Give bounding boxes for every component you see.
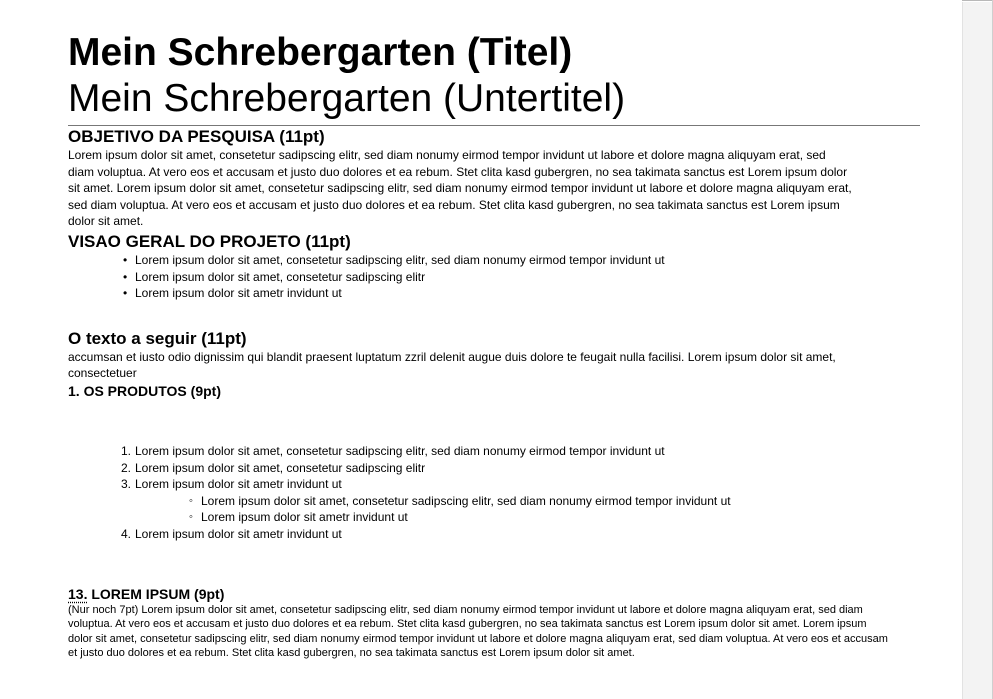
list-item-text: Lorem ipsum dolor sit amet, consetetur sadipscing elitr, sed diam nonumy eirmod tempor invidunt ut: [135, 252, 665, 267]
bullet-icon: •: [123, 286, 128, 301]
paragraph-line: sit amet. Lorem ipsum dolor sit amet, consetetur sadipscing elitr, sed diam nonumy eirmod tempor invidunt ut labore et dolore magna aliquyam erat,: [68, 181, 852, 196]
bullet-icon: •: [123, 269, 128, 284]
paragraph-line: sed diam voluptua. At vero eos et accusam et justo duo dolores et ea rebum. Stet clita kasd gubergren, no sea takimata sanctus est Lorem ipsum: [68, 197, 840, 212]
document-title: Mein Schrebergarten (Titel): [68, 31, 573, 74]
nested-list-item: [189, 493, 920, 510]
paragraph-line: dolor sit amet.: [68, 214, 144, 229]
bullet-icon: •: [123, 252, 128, 267]
paragraph-line: dolor sit amet, consetetur sadipscing elitr, sed diam nonumy eirmod tempor invidunt ut labore et dolore magna aliquyam erat, sed diam voluptua. At vero eos et accusam: [68, 632, 888, 645]
heading-number: 13.: [68, 585, 88, 602]
list-item-text: Lorem ipsum dolor sit amet, consetetur sadipscing elitr: [135, 460, 426, 475]
list-item-text: Lorem ipsum dolor sit ametr invidunt ut: [135, 526, 342, 541]
list-item-text: Lorem ipsum dolor sit ametr invidunt ut: [201, 510, 408, 525]
list-item-text: Lorem ipsum dolor sit amet, consetetur sadipscing elitr, sed diam nonumy eirmod tempor invidunt ut: [201, 493, 731, 508]
section-heading-visao: VISAO GERAL DO PROJETO (11pt): [68, 231, 351, 251]
list-item: [121, 526, 920, 543]
bullet-list: [68, 252, 920, 302]
section-heading-lorem: [68, 586, 920, 603]
paragraph-line: accumsan et iusto odio dignissim qui blandit praesent luptatum zzril delenit augue duis dolore te feugait nulla facilisi. Lorem ipsum dolor sit amet,: [68, 349, 836, 364]
paragraph-line: voluptua. At vero eos et accusam et justo duo dolores et ea rebum. Stet clita kasd gubergren, no sea takimata sanctus est Lorem ipsum dolor sit amet. Lorem ipsum: [68, 618, 867, 630]
paragraph-line: et justo duo dolores et ea rebum. Stet clita kasd gubergren, no sea takimata sanctus est Lorem ipsum dolor sit amet.: [68, 647, 635, 659]
circle-bullet-icon: ◦: [189, 494, 193, 507]
paragraph-line: consectetuer: [68, 366, 137, 381]
list-item: [121, 476, 920, 526]
nested-list-item: [189, 509, 920, 526]
list-item-text: Lorem ipsum dolor sit ametr invidunt ut: [135, 286, 342, 301]
list-item: [121, 443, 920, 460]
side-scroll-area[interactable]: [962, 2, 993, 699]
paragraph-objetivo: [68, 147, 920, 230]
document-subtitle: Mein Schrebergarten (Untertitel): [68, 77, 626, 120]
section-heading-produtos: 1. OS PRODUTOS (9pt): [68, 382, 221, 399]
numbered-list: [68, 443, 920, 543]
list-item: [123, 285, 920, 302]
list-item: [121, 460, 920, 477]
section-heading-texto: O texto a seguir (11pt): [68, 328, 247, 348]
list-item-text: Lorem ipsum dolor sit amet, consetetur sadipscing elitr: [135, 269, 426, 284]
circle-bullet-icon: ◦: [189, 511, 193, 524]
nested-list: [135, 493, 920, 526]
list-number: 4.: [121, 526, 132, 541]
list-item-text: Lorem ipsum dolor sit amet, consetetur sadipscing elitr, sed diam nonumy eirmod tempor invidunt ut: [135, 443, 665, 458]
paragraph-line: diam voluptua. At vero eos et accusam et justo duo dolores et ea rebum. Stet clita kasd gubergren, no sea takimata sanctus est Lorem ipsum dolor: [68, 164, 848, 179]
list-item-text: Lorem ipsum dolor sit ametr invidunt ut: [135, 477, 342, 492]
list-number: 3.: [121, 477, 132, 492]
section-heading-objetivo: OBJETIVO DA PESQUISA (11pt): [68, 127, 325, 146]
paragraph-line: Lorem ipsum dolor sit amet, consetetur sadipscing elitr, sed diam nonumy eirmod tempor invidunt ut labore et dolore magna aliquyam erat, sed: [68, 148, 826, 162]
list-item: [123, 269, 920, 286]
list-number: 1.: [121, 443, 132, 458]
list-item: [123, 252, 920, 269]
paragraph-line: (Nur noch 7pt) Lorem ipsum dolor sit amet, consetetur sadipscing elitr, sed diam nonumy eirmod tempor invidunt ut labore et dolore magna aliquyam erat, sed diam: [68, 603, 863, 616]
title-divider: [68, 125, 920, 126]
document-content: [68, 30, 920, 661]
heading-text: LOREM IPSUM (9pt): [87, 585, 225, 602]
list-number: 2.: [121, 460, 132, 475]
paragraph-lorem: [68, 603, 920, 661]
paragraph-texto: [68, 349, 920, 382]
